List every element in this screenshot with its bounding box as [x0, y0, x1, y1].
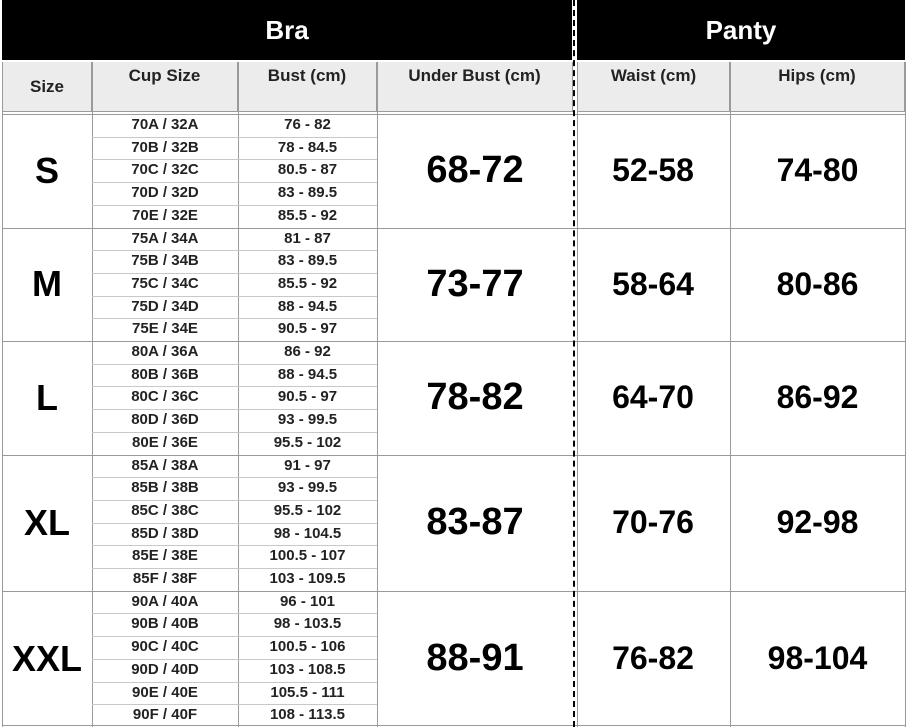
cup-size-cell: 90A / 40A — [131, 592, 199, 610]
size-label: XXL — [11, 637, 82, 679]
bust-cell: 90.5 - 97 — [277, 388, 338, 406]
bust-column-header: Bust (cm) — [238, 62, 377, 112]
cup-size-cell: 85B / 38B — [131, 479, 199, 497]
size-group-divider — [2, 341, 905, 342]
cup-size-cell: 80A / 36A — [131, 343, 199, 360]
size-label: S — [34, 149, 59, 191]
row-divider — [92, 137, 377, 138]
row-divider — [92, 659, 377, 660]
row-divider — [92, 432, 377, 433]
bust-cell: 93 - 99.5 — [277, 411, 338, 429]
bust-cell: 80.5 - 87 — [277, 161, 338, 179]
cup-size-cell: 80E / 36E — [132, 433, 198, 451]
bust-cell: 93 - 99.5 — [277, 479, 338, 497]
panty-header: Panty — [577, 0, 905, 60]
bust-cell: 91 - 97 — [284, 456, 331, 474]
bust-cell: 98 - 104.5 — [273, 524, 342, 542]
cup-size-cell: 90E / 40E — [132, 683, 198, 701]
under-bust-column-header: Under Bust (cm) — [377, 62, 573, 112]
hips-column-header: Hips (cm) — [730, 62, 905, 112]
bust-cell: 103 - 109.5 — [269, 570, 346, 587]
bust-cell: 76 - 82 — [284, 116, 331, 133]
cup-size-cell: 90B / 40B — [131, 615, 199, 633]
cup-size-column-header: Cup Size — [92, 62, 238, 112]
bra-panty-divider — [573, 0, 575, 727]
size-column-header: Size — [2, 62, 92, 112]
bust-cell: 98 - 103.5 — [273, 615, 342, 633]
hips-value: 86-92 — [776, 379, 859, 416]
size-label: L — [36, 376, 58, 418]
row-divider — [92, 523, 377, 524]
bust-cell: 100.5 - 107 — [269, 547, 346, 565]
row-divider — [92, 296, 377, 297]
cup-size-cell: 75A / 34A — [131, 229, 199, 247]
grid-line-vertical — [905, 62, 906, 727]
row-divider — [92, 250, 377, 251]
cup-size-cell: 70C / 32C — [131, 161, 199, 179]
hips-value: 74-80 — [776, 152, 859, 189]
cup-size-cell: 85A / 38A — [131, 456, 199, 474]
cup-size-cell: 70E / 32E — [132, 206, 198, 224]
under-bust-value: 83-87 — [426, 501, 524, 544]
bust-cell: 83 - 89.5 — [277, 252, 338, 270]
waist-value: 70-76 — [612, 504, 694, 541]
bust-cell: 88 - 94.5 — [277, 365, 338, 383]
cup-size-cell: 75E / 34E — [132, 320, 198, 338]
bust-cell: 95.5 - 102 — [273, 433, 342, 451]
cup-size-cell: 70A / 32A — [131, 116, 199, 133]
row-divider — [92, 386, 377, 387]
under-bust-value: 88-91 — [426, 637, 524, 680]
cup-size-cell: 80C / 36C — [131, 388, 199, 406]
cup-size-cell: 70B / 32B — [131, 138, 199, 156]
row-divider — [92, 318, 377, 319]
waist-column-header: Waist (cm) — [577, 62, 730, 112]
bust-cell: 85.5 - 92 — [277, 206, 338, 224]
cup-size-cell: 80D / 36D — [131, 411, 199, 429]
size-label: M — [32, 263, 62, 305]
bust-cell: 88 - 94.5 — [277, 297, 338, 315]
under-bust-value: 78-82 — [426, 376, 524, 419]
cup-size-cell: 75B / 34B — [131, 252, 199, 270]
under-bust-value: 73-77 — [426, 262, 524, 305]
hips-value: 92-98 — [776, 504, 859, 541]
row-divider — [92, 682, 377, 683]
bust-cell: 81 - 87 — [284, 229, 331, 247]
cup-size-cell: 90C / 40C — [131, 638, 199, 656]
cup-size-cell: 90D / 40D — [131, 660, 199, 678]
bust-cell: 96 - 101 — [279, 592, 336, 610]
size-group-divider — [2, 228, 905, 229]
row-divider — [92, 477, 377, 478]
row-divider — [92, 159, 377, 160]
waist-value: 76-82 — [612, 640, 694, 677]
table-bottom-border — [2, 725, 905, 726]
hips-value: 98-104 — [767, 640, 868, 677]
row-divider — [92, 364, 377, 365]
bust-cell: 78 - 84.5 — [277, 138, 338, 156]
size-label: XL — [23, 501, 70, 543]
bra-header: Bra — [2, 0, 572, 60]
bust-cell: 105.5 - 111 — [270, 683, 345, 701]
cup-size-cell: 80B / 36B — [131, 365, 199, 383]
row-divider — [92, 409, 377, 410]
row-divider — [92, 636, 377, 637]
cup-size-cell: 90F / 40F — [132, 706, 198, 724]
bust-cell: 103 - 108.5 — [269, 660, 346, 678]
cup-size-cell: 85F / 38F — [132, 570, 198, 587]
hips-value: 80-86 — [776, 265, 859, 302]
cup-size-cell: 85D / 38D — [131, 524, 199, 542]
row-divider — [92, 704, 377, 705]
bust-cell: 90.5 - 97 — [277, 320, 338, 338]
bust-cell: 85.5 - 92 — [277, 274, 338, 292]
row-divider — [92, 613, 377, 614]
waist-value: 58-64 — [612, 265, 694, 302]
bust-cell: 108 - 113.5 — [269, 706, 346, 724]
cup-size-cell: 75C / 34C — [131, 274, 199, 292]
row-divider — [92, 273, 377, 274]
under-bust-value: 68-72 — [426, 149, 524, 192]
waist-value: 64-70 — [612, 379, 694, 416]
cup-size-cell: 70D / 32D — [131, 184, 199, 202]
cup-size-cell: 85E / 38E — [132, 547, 198, 565]
row-divider — [92, 205, 377, 206]
cup-size-cell: 85C / 38C — [131, 501, 199, 519]
bust-cell: 95.5 - 102 — [273, 501, 342, 519]
size-group-divider — [2, 455, 905, 456]
size-group-divider — [2, 114, 905, 115]
bust-cell: 83 - 89.5 — [277, 184, 338, 202]
bust-cell: 100.5 - 106 — [269, 638, 346, 656]
row-divider — [92, 568, 377, 569]
cup-size-cell: 75D / 34D — [131, 297, 199, 315]
row-divider — [92, 500, 377, 501]
waist-value: 52-58 — [612, 152, 694, 189]
bust-cell: 86 - 92 — [284, 343, 331, 360]
row-divider — [92, 545, 377, 546]
size-group-divider — [2, 591, 905, 592]
row-divider — [92, 182, 377, 183]
